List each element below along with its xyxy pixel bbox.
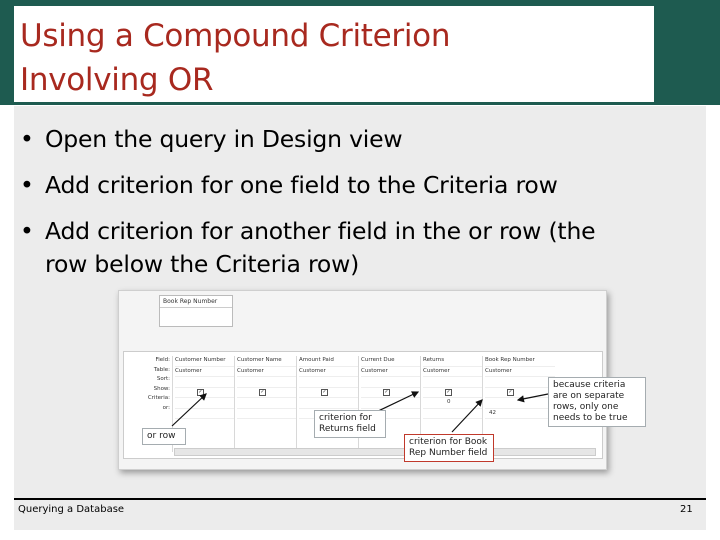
note-arrow <box>518 394 548 400</box>
field-cell[interactable]: Customer Name <box>237 356 297 367</box>
bullet-text: Add criterion for one field to the Criteria row <box>45 171 558 199</box>
title-line-2: Involving OR <box>20 62 214 98</box>
table-cell[interactable]: Customer <box>237 367 297 378</box>
or-row-arrow <box>172 394 206 426</box>
show-checkbox[interactable]: ✓ <box>322 388 327 395</box>
table-cell[interactable]: Customer <box>361 367 421 378</box>
row-label: Table: <box>153 366 170 373</box>
table-cell[interactable]: Customer <box>485 367 555 378</box>
show-checkbox[interactable]: ✓ <box>260 388 265 395</box>
row-label: Criteria: <box>147 395 170 401</box>
returns-criterion-callout: criterion for Returns field <box>314 410 386 438</box>
field-cell[interactable]: Book Rep Number <box>485 356 555 367</box>
separate-rows-note: because criteria are on separate rows, only one needs to be true <box>548 377 646 427</box>
footer-rule <box>14 498 706 500</box>
table-cell[interactable]: Customer <box>175 367 235 378</box>
bullet-dot: • <box>20 125 34 153</box>
or-cell[interactable]: 42 <box>485 409 555 420</box>
show-checkbox[interactable]: ✓ <box>508 388 513 395</box>
or-row-callout: or row <box>142 428 186 445</box>
field-cell[interactable]: Returns <box>423 356 483 367</box>
show-checkbox[interactable]: ✓ <box>446 388 451 395</box>
row-label: or: <box>162 404 170 411</box>
show-checkbox[interactable]: ✓ <box>198 388 203 395</box>
field-cell[interactable]: Current Due <box>361 356 421 367</box>
title-line-1: Using a Compound Criterion <box>20 18 451 54</box>
field-cell[interactable]: Amount Paid <box>299 356 359 367</box>
field-cell[interactable]: Customer Number <box>175 356 235 367</box>
page-number: 21 <box>680 504 693 515</box>
table-cell[interactable]: Customer <box>423 367 483 378</box>
bullet-text: Open the query in Design view <box>45 125 403 153</box>
row-label: Field: <box>155 357 170 363</box>
show-checkbox[interactable]: ✓ <box>384 388 389 395</box>
bookrep-criterion-callout: criterion for Book Rep Number field <box>404 434 494 462</box>
bullet-text-continued: row below the Criteria row) <box>45 250 360 278</box>
footer-caption: Querying a Database <box>18 504 125 515</box>
table-cell[interactable]: Customer <box>299 367 359 378</box>
row-label: Show: <box>153 385 170 392</box>
bullet-dot: • <box>20 171 34 199</box>
bullet-text: Add criterion for another field in the or row (the <box>45 217 596 245</box>
field-list-item: Book Rep Number <box>160 296 232 308</box>
bookrep-arrow <box>452 400 482 432</box>
criteria-cell[interactable]: 0 <box>423 398 483 409</box>
bullet-dot: • <box>20 217 34 245</box>
row-label: Sort: <box>156 376 170 382</box>
